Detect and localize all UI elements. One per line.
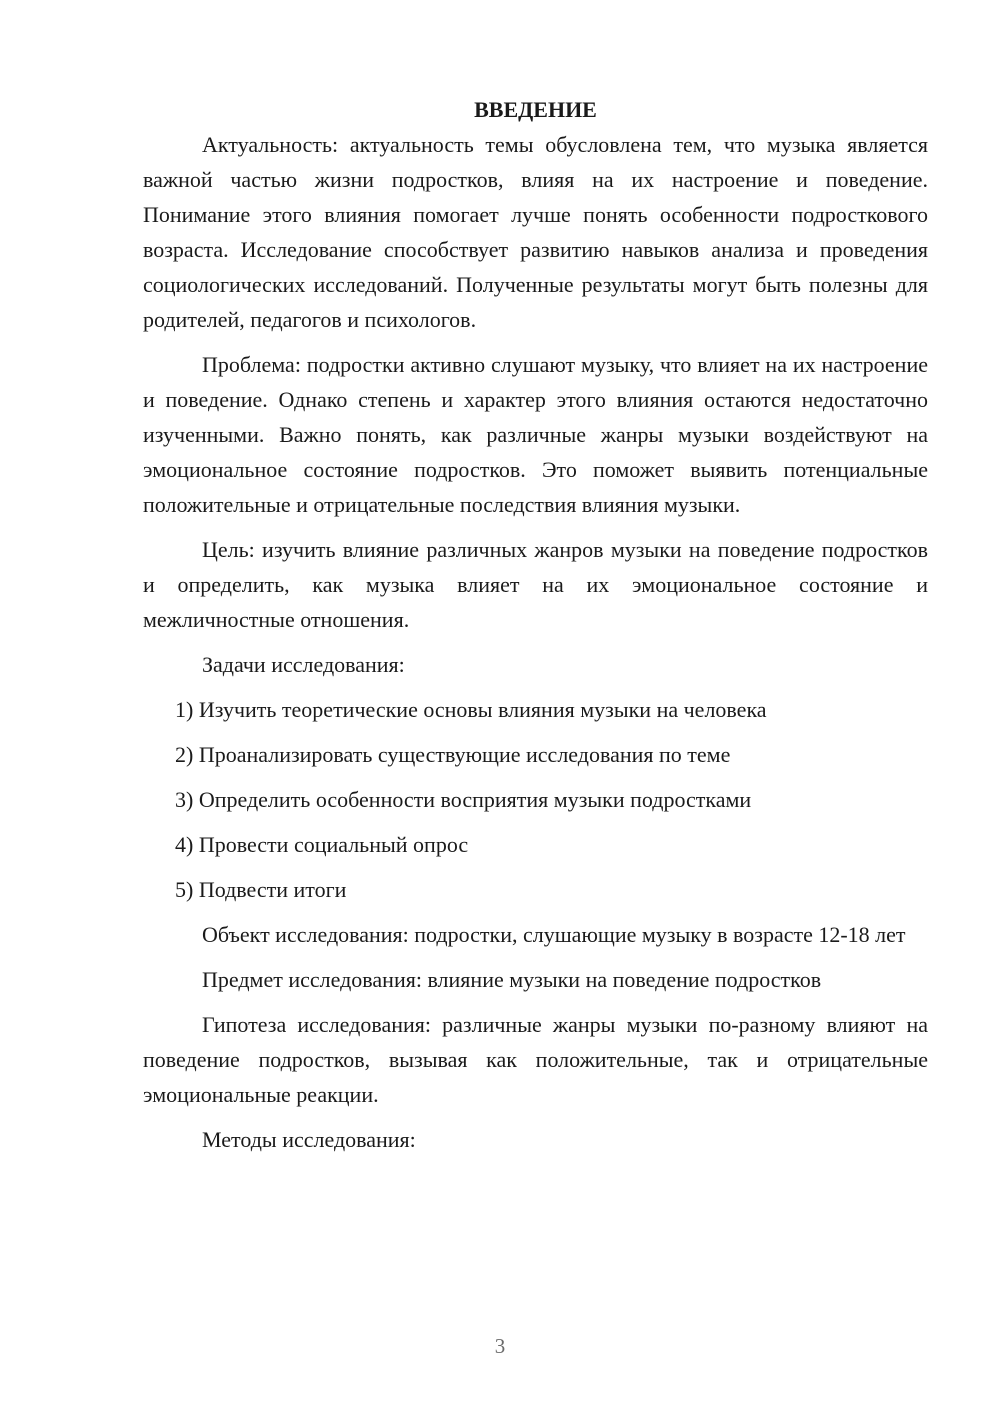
paragraph-subject: Предмет исследования: влияние музыки на поведение подростков bbox=[202, 967, 822, 992]
paragraph-goal: Цель: изучить влияние различных жанров музыки на поведение подростков и определить, как музыка влияет на их эмоциональное состояние и межличностные отношения. bbox=[143, 537, 928, 632]
list-item: 3) Определить особенности восприятия музыки подростками bbox=[175, 787, 752, 812]
paragraph-methods: Методы исследования: bbox=[202, 1127, 416, 1152]
list-item: 4) Провести социальный опрос bbox=[175, 832, 469, 857]
paragraph-tasks-heading: Задачи исследования: bbox=[202, 652, 405, 677]
paragraph-hypothesis: Гипотеза исследования: различные жанры музыки по-разному влияют на поведение подростков, вызывая как положительные, так и отрицательные эмоциональные реакции. bbox=[143, 1012, 928, 1107]
list-item: 5) Подвести итоги bbox=[175, 877, 347, 902]
list-item: 2) Проанализировать существующие исследования по теме bbox=[175, 742, 731, 767]
paragraph-object: Объект исследования: подростки, слушающие музыку в возрасте 12-18 лет bbox=[202, 922, 906, 947]
list-item: 1) Изучить теоретические основы влияния музыки на человека bbox=[175, 697, 767, 722]
page-content bbox=[143, 92, 928, 1167]
page-number: 3 bbox=[494, 1334, 506, 1358]
paragraph-relevance: Актуальность: актуальность темы обусловлена тем, что музыка является важной частью жизни подростков, влияя на их настроение и поведение. Понимание этого влияния помогает лучше понять особенности подросткового возраста. Исследование способствует развитию навыков анализа и проведения социологических исследований. Полученные результаты могут быть полезны для родителей, педагогов и психологов. bbox=[143, 132, 928, 332]
paragraph-problem: Проблема: подростки активно слушают музыку, что влияет на их настроение и поведение. Однако степень и характер этого влияния остаются недостаточно изученными. Важно понять, как различные жанры музыки воздействуют на эмоциональное состояние подростков. Это поможет выявить потенциальные положительные и отрицательные последствия влияния музыки. bbox=[143, 352, 928, 517]
tasks-list bbox=[143, 692, 928, 907]
section-title: ВВЕДЕНИЕ bbox=[474, 97, 597, 122]
